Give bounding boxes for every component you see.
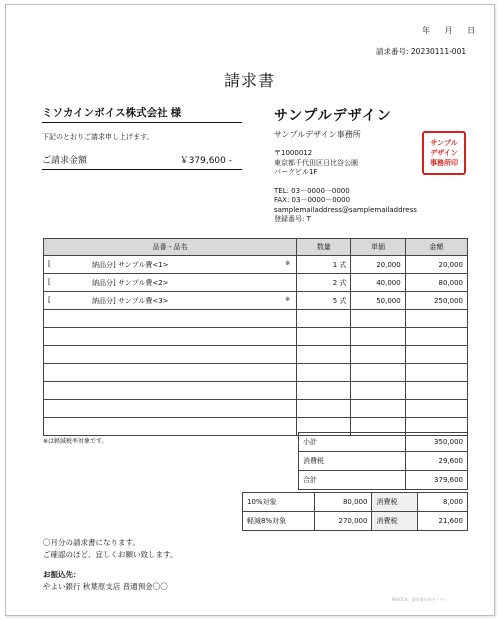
date-field (422, 25, 475, 36)
table-row (44, 274, 468, 292)
item-price: 20,000 (351, 256, 405, 274)
tax-value: 29,600 (406, 452, 468, 471)
closing-message-2: ご確認のほど、宜しくお願い致します。 (43, 550, 178, 559)
date-month: 月 (444, 26, 453, 35)
billing-amount (42, 153, 242, 170)
tax-amount: 8,000 (417, 493, 467, 512)
issuer-details (274, 149, 417, 225)
issuer-postal: 〒1000012 (274, 149, 313, 157)
tax-breakdown-row (243, 493, 468, 512)
total-row (299, 471, 468, 490)
reduced-rate-mark: ※ (285, 296, 291, 303)
total-label: 合計 (299, 471, 406, 490)
item-name-cell: [ 納品分] サンプル費<3> ※ (44, 292, 297, 310)
tax-label: 消費税 (299, 452, 406, 471)
issuer-email: samplemailaddress@samplemailaddress (274, 205, 417, 214)
total-value: 379,600 (406, 471, 468, 490)
issuer-logo: サンプルデザイン (274, 108, 392, 124)
tax-rate-label: 10%対象 (243, 493, 315, 512)
line-items-table (43, 238, 468, 436)
item-name-cell: [ 納品分] サンプル費<2> (44, 274, 297, 292)
issuer-address-2: パークビル1F (274, 168, 318, 176)
item-name: 納品分] サンプル費<1> (92, 261, 169, 269)
item-qty: 5 式 (297, 292, 351, 310)
tax-rate-label: 軽減8%対象 (243, 512, 315, 531)
billing-amount-label: ご請求金額 (42, 156, 88, 166)
issuer-registration: 登録番号: T (274, 215, 311, 223)
client-name-line (42, 105, 242, 123)
taxable-base: 270,000 (315, 512, 372, 531)
item-qty: 2 式 (297, 274, 351, 292)
table-row-empty (44, 364, 468, 382)
item-name: 納品分] サンプル費<3> (92, 297, 169, 305)
item-amount: 250,000 (405, 292, 467, 310)
issuer-fax: FAX: 03－0000－0000 (274, 196, 351, 204)
table-row-empty (44, 328, 468, 346)
invoice-message: 下記のとおりご請求申し上げます。 (42, 133, 154, 141)
bank-label: お振込先： (43, 570, 81, 579)
date-day: 日 (467, 26, 476, 35)
tax-amount: 21,600 (417, 512, 467, 531)
col-header-price: 単価 (351, 239, 405, 256)
item-amount: 80,000 (405, 274, 467, 292)
client-name: ミソカインボイス株式会社 (42, 107, 168, 119)
subtotal-value: 350,000 (406, 433, 468, 452)
table-row-empty (44, 382, 468, 400)
client-honorific: 様 (170, 107, 182, 119)
col-header-amount: 金額 (405, 239, 467, 256)
item-price: 50,000 (351, 292, 405, 310)
table-row-empty (44, 346, 468, 364)
reduced-rate-note: ※は軽減税率対象です。 (43, 438, 108, 445)
item-qty: 1 式 (297, 256, 351, 274)
date-year: 年 (422, 26, 430, 35)
item-amount: 20,000 (405, 256, 467, 274)
reduced-rate-mark: ※ (285, 260, 291, 267)
taxable-base: 80,000 (315, 493, 372, 512)
subtotal-label: 小計 (299, 433, 406, 452)
tax-breakdown-row (243, 512, 468, 531)
item-name-cell: [ 納品分] サンプル費<1> ※ (44, 256, 297, 274)
totals-table (298, 432, 468, 490)
invoice-number: 請求番号: 20230111-001 (376, 47, 467, 56)
tax-label: 消費税 (372, 512, 417, 531)
col-header-qty: 数量 (297, 239, 351, 256)
closing-message-1: 〇月分の請求書になります。 (43, 538, 140, 547)
bank-account: やよい銀行 秋葉原支店 普通預金〇〇 (43, 582, 168, 591)
item-name: 納品分] サンプル費<2> (92, 279, 169, 287)
table-header-row (44, 239, 468, 256)
table-row (44, 256, 468, 274)
tax-label: 消費税 (372, 493, 417, 512)
tax-breakdown-table (242, 492, 468, 531)
billing-amount-value: ￥379,600 - (179, 156, 232, 166)
closing-message (43, 537, 177, 561)
table-row-empty (44, 400, 468, 418)
issuer-address-1: 東京都千代田区日比谷公園 (274, 158, 358, 167)
tax-row (299, 452, 468, 471)
invoice-page (5, 4, 495, 616)
table-row (44, 292, 468, 310)
service-credit: MISOCA · 請求書作成サービス (392, 597, 448, 602)
table-row-empty (44, 310, 468, 328)
subtotal-row (299, 433, 468, 452)
item-price: 40,000 (351, 274, 405, 292)
page-title: 請求書 (224, 71, 276, 90)
company-seal-stamp: サンプル デザイン 事務所印 (422, 131, 466, 175)
issuer-name: サンプルデザイン事務所 (274, 130, 361, 139)
issuer-tel: TEL: 03－0000－0000 (274, 186, 350, 195)
col-header-name: 品番・品名 (44, 239, 297, 256)
